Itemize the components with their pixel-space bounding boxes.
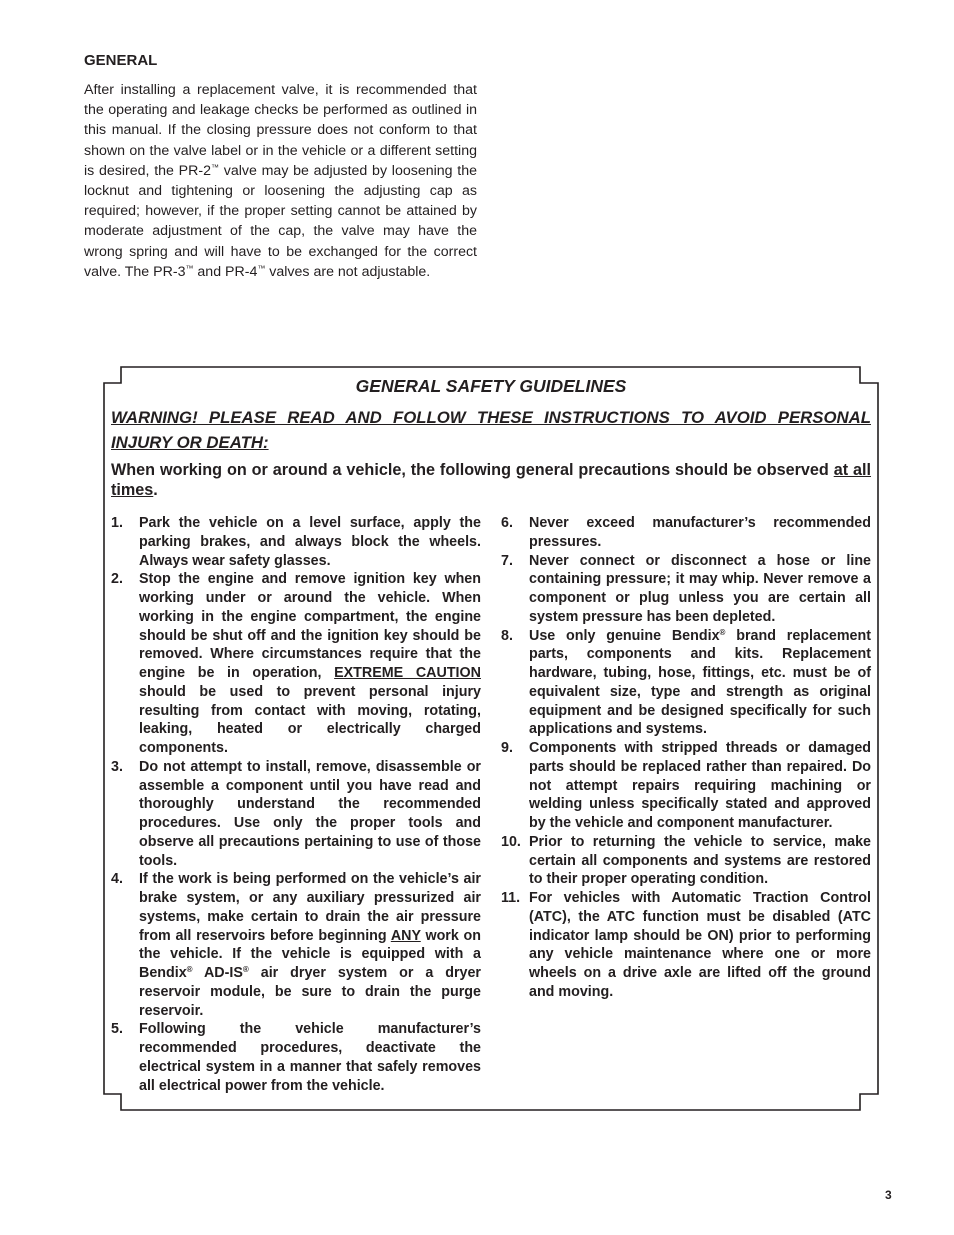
safety-title: GENERAL SAFETY GUIDELINES xyxy=(355,376,627,396)
page-number: 3 xyxy=(885,1188,892,1202)
precaution-item: 7. Never connect or disconnect a hose or line containing pressure; it may whip. Never remove a component or plug unless you are certain all system pressure has been depleted. xyxy=(501,552,871,625)
safety-guidelines-box xyxy=(103,366,879,1111)
general-section xyxy=(84,52,477,282)
intro-text: When working on or around a vehicle, the following general precautions should be observed at all times. xyxy=(111,461,872,499)
precaution-item: 1. Park the vehicle on a level surface, apply the parking brakes, and always block the wheels. Always wear safety glasses. xyxy=(111,515,481,569)
warning-text: WARNING! PLEASE READ AND FOLLOW THESE INSTRUCTIONS TO AVOID PERSONAL INJURY OR DEATH: xyxy=(111,408,871,452)
precaution-item: 11. For vehicles with Automatic Traction Control (ATC), the ATC function must be disabled (ATC indicator lamp should be ON) prior to performing any vehicle maintenance where one or more wheels on a drive axle are lifted off the ground and moving. xyxy=(501,890,871,1000)
precaution-item: 6. Never exceed manufacturer’s recommended pressures. xyxy=(501,515,871,550)
precaution-item: 3. Do not attempt to install, remove, disassemble or assemble a component until you have read and thoroughly understand the recommended procedures. Use only the proper tools and observe all precautions pertaining to use of those tools. xyxy=(111,758,481,869)
precaution-item: 8. Use only genuine Bendix® brand replacement parts, components and kits. Replacement hardware, tubing, hose, fittings, etc. must be of equivalent size, type and strength as original equipment and be designed specifically for such applications and systems. xyxy=(501,627,872,738)
precaution-item: 2. Stop the engine and remove ignition key when working under or around the vehicle. When working in the engine compartment, the engine should be shut off and the ignition key should be removed. Where circumstances require that the engine be in operation, EXTREME CAUTION should be used to prevent personal injury resulting from contact with moving, rotating, leaking, heated or electrically charged components. xyxy=(111,571,481,756)
general-heading: GENERAL xyxy=(84,52,158,69)
precautions-left-column xyxy=(111,514,481,1095)
precaution-item: 5. Following the vehicle manufacturer’s recommended procedures, deactivate the electrical system in a manner that safely removes all electrical power from the vehicle. xyxy=(111,1021,481,1094)
precaution-item: 9. Components with stripped threads or damaged parts should be replaced rather than repaired. Do not attempt repairs requiring machining or welding unless specifically stated and approved by the vehicle and component manufacturer. xyxy=(501,740,871,831)
precautions-right-column xyxy=(501,514,871,1002)
precaution-item: 4. If the work is being performed on the vehicle’s air brake system, or any auxiliary pressurized air systems, make certain to drain the air pressure from all reservoirs before beginning ANY work on the vehicle. If the vehicle is equipped with a Bendix® AD-IS® air dryer system or a dryer reservoir module, be sure to drain the purge reservoir. xyxy=(111,871,481,1019)
precaution-item: 10. Prior to returning the vehicle to service, make certain all components and systems are restored to their proper operating condition. xyxy=(501,833,871,888)
general-paragraph: After installing a replacement valve, it is recommended that the operating and leakage checks be performed as outlined in this manual. If the closing pressure does not conform to that shown on the valve label or in the vehicle or a different setting is desired, the PR-2™ valve may be adjusted by loosening the locknut and tightening or loosening the adjusting cap as required; however, if the proper setting cannot be attained by moderate adjustment of the cap, the valve may have the wrong spring and will have to be exchanged for the correct valve. The PR-3™ and PR-4™ valves are not adjustable. xyxy=(84,82,477,280)
